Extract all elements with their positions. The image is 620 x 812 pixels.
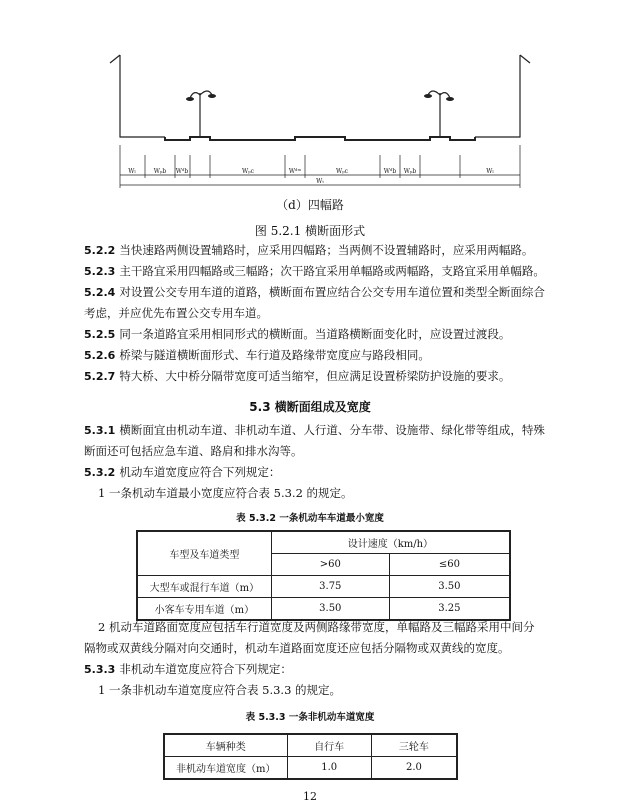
row-value: 3.50 <box>389 576 510 598</box>
clause-5-3-2 <box>84 462 554 483</box>
clause-number: 5.3.1 <box>84 424 116 437</box>
clause-text-continued: 考虑，并应优先布置公交专用车道。 <box>84 306 268 320</box>
header-bicycle: 自行车 <box>287 734 371 757</box>
table-row <box>164 757 457 780</box>
header-tricycle: 三轮车 <box>371 734 457 757</box>
dim-label: Wₚc <box>242 168 254 175</box>
clause-number: 5.2.5 <box>84 328 116 341</box>
clause-5-2-7 <box>84 366 554 387</box>
clause-5-2-6 <box>84 345 554 366</box>
clause-number: 5.2.4 <box>84 286 116 299</box>
header-vehicle-type: 车型及车道类型 <box>137 531 271 576</box>
road-surface-line <box>165 137 475 140</box>
item-text-continued: 隔物或双黄线分隔对向交通时，机动车道路面宽度还应包括分隔物或双黄线的宽度。 <box>84 641 510 655</box>
dim-label: Wᵈb <box>175 168 189 175</box>
clause-number: 5.3.3 <box>84 663 116 676</box>
right-wall-line <box>475 55 520 137</box>
page-number: 12 <box>303 790 317 803</box>
section-heading: 5.3 横断面组成及宽度 <box>249 400 371 414</box>
dim-label: Wᵈᵐ <box>288 168 302 175</box>
row-value: 1.0 <box>287 757 371 780</box>
clause-number: 5.2.6 <box>84 349 116 362</box>
dim-label: Wₗ <box>128 168 136 175</box>
dim-label: Wᵈb <box>383 168 397 175</box>
clause-5-3-2-item-2 <box>98 617 568 638</box>
header-speed-le60: ≤60 <box>389 554 510 576</box>
clause-number: 5.2.7 <box>84 370 116 383</box>
left-wall-line <box>120 55 165 137</box>
row-label: 小客车专用车道（m） <box>137 598 271 621</box>
clause-text: 主干路宜采用四幅路或三幅路；次干路宜采用单幅路或两幅路，支路宜采用单幅路。 <box>119 264 545 278</box>
table-5-3-3-caption: 表 5.3.3 一条非机动车道宽度 <box>245 712 375 723</box>
total-width-label: Wₜ <box>316 178 324 185</box>
clause-5-2-5 <box>84 324 554 345</box>
clause-5-3-2-item-2-cont <box>84 638 554 659</box>
clause-5-3-2-item-1: 1 一条机动车道最小宽度应符合表 5.3.2 的规定。 <box>98 486 353 500</box>
table-5-3-3 <box>163 733 458 780</box>
table-row <box>137 576 510 598</box>
header-design-speed: 设计速度（km/h） <box>271 531 510 554</box>
row-value: 3.50 <box>271 598 389 621</box>
clause-text: 当快速路两侧设置辅路时，应采用四幅路；当两侧不设置辅路时，应采用两幅路。 <box>119 243 534 257</box>
dim-label: Wₚc <box>336 168 348 175</box>
row-value: 3.25 <box>389 598 510 621</box>
clause-5-3-3-item-1: 1 一条非机动车道宽度应符合表 5.3.3 的规定。 <box>98 683 342 697</box>
row-value: 3.75 <box>271 576 389 598</box>
clause-text: 特大桥、大中桥分隔带宽度可适当缩窄，但应满足设置桥梁防护设施的要求。 <box>119 369 511 383</box>
figure-caption: 图 5.2.1 横断面形式 <box>254 224 366 238</box>
dim-label: Wₗ <box>486 168 494 175</box>
header-speed-gt60: >60 <box>271 554 389 576</box>
clause-5-2-2 <box>84 240 554 261</box>
clause-text: 非机动车道宽度应符合下列规定： <box>119 662 292 676</box>
row-value: 2.0 <box>371 757 457 780</box>
clause-text: 同一条道路宜采用相同形式的横断面。当道路横断面变化时，应设置过渡段。 <box>119 327 511 341</box>
row-label: 大型车或混行车道（m） <box>137 576 271 598</box>
clause-text-continued: 断面还可包括应急车道、路肩和排水沟等。 <box>84 444 303 458</box>
clause-5-2-3 <box>84 261 554 282</box>
right-slope-line <box>520 55 530 63</box>
clause-5-2-4 <box>84 282 554 324</box>
clause-text: 桥梁与隧道横断面形式、车行道及路缘带宽度应与路段相同。 <box>119 348 430 362</box>
clause-5-3-3 <box>84 659 554 680</box>
figure-sub-caption: （d）四幅路 <box>276 198 344 212</box>
header-vehicle-kind: 车辆种类 <box>164 734 287 757</box>
clause-number: 5.3.2 <box>84 466 116 479</box>
clause-text: 横断面宜由机动车道、非机动车道、人行道、分车带、设施带、绿化带等组成，特殊 <box>119 423 545 437</box>
clause-text: 机动车道宽度应符合下列规定： <box>119 465 281 479</box>
clause-text: 对设置公交专用车道的道路，横断面布置应结合公交专用车道位置和类型全断面综合 <box>119 285 545 299</box>
clause-number: 5.2.2 <box>84 244 116 257</box>
row-label: 非机动车道宽度（m） <box>164 757 287 780</box>
cross-section-figure <box>100 45 540 195</box>
left-slope-line <box>110 55 120 63</box>
item-text: 2 机动车道路面宽度应包括车行道宽度及两侧路缘带宽度，单幅路及三幅路采用中间分 <box>98 620 535 634</box>
clause-5-3-1 <box>84 420 554 462</box>
table-5-3-2 <box>136 530 511 621</box>
clause-number: 5.2.3 <box>84 265 116 278</box>
dim-label: Wₚb <box>153 168 167 175</box>
dim-label: Wₚb <box>403 168 417 175</box>
table-5-3-2-caption: 表 5.3.2 一条机动车车道最小宽度 <box>236 513 384 524</box>
